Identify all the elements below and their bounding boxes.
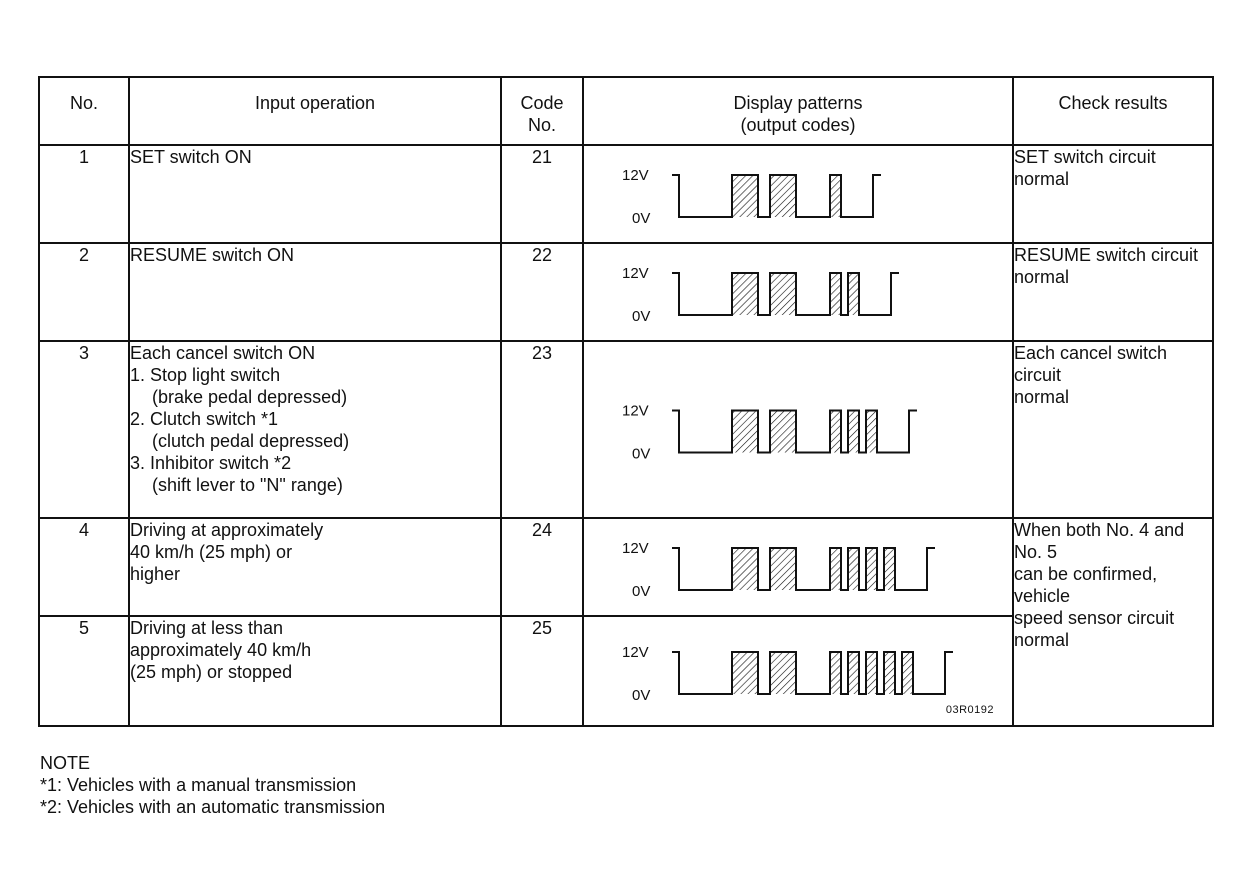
row-code: 22 — [501, 243, 583, 341]
row-code: 25 — [501, 616, 583, 726]
pulse-fill — [830, 652, 841, 694]
operation-line: higher — [130, 564, 181, 584]
header-row — [39, 77, 1213, 145]
operation-line: SET switch ON — [130, 147, 252, 167]
row-input-operation — [129, 145, 501, 243]
pulse-fill — [830, 548, 841, 590]
header-check-results: Check results — [1013, 77, 1213, 145]
pulse-fill — [770, 273, 796, 315]
pulse-fill — [848, 548, 859, 590]
header-input-operation: Input operation — [129, 77, 501, 145]
pulse-fill — [732, 411, 758, 453]
row-no: 4 — [39, 518, 129, 616]
operation-line: approximately 40 km/h — [130, 640, 312, 660]
header-code-no: Code No. — [501, 77, 583, 145]
row-no: 3 — [39, 341, 129, 518]
voltage-label-high: 12V — [622, 540, 649, 557]
row-check-result — [1013, 341, 1213, 518]
operation-line: Each cancel switch ON — [130, 343, 316, 363]
figure-id: 03R0192 — [945, 704, 994, 716]
result-line: normal — [1014, 387, 1070, 407]
operation-line: RESUME switch ON — [130, 245, 295, 265]
pulse-fill — [732, 175, 758, 217]
pulse-fill — [884, 652, 895, 694]
pulse-fill — [866, 652, 877, 694]
row-no: 5 — [39, 616, 129, 726]
row-code: 24 — [501, 518, 583, 616]
row-check-result — [1013, 243, 1213, 341]
pulse-fill — [732, 652, 758, 694]
pulse-fill — [732, 548, 758, 590]
operation-line: (clutch pedal depressed) — [152, 431, 350, 451]
pulse-fill — [848, 652, 859, 694]
diagnosis-table — [38, 76, 1214, 727]
row-no: 2 — [39, 243, 129, 341]
pulse-fill — [866, 548, 877, 590]
voltage-label-high: 12V — [622, 265, 649, 282]
signal-trace — [672, 548, 935, 590]
pulse-fill — [770, 652, 796, 694]
operation-line: 2. Clutch switch *1 — [130, 409, 279, 429]
result-line: speed sensor circuit normal — [1014, 608, 1175, 650]
result-line: Each cancel switch circuit — [1014, 343, 1168, 385]
note-block — [40, 752, 385, 818]
voltage-label-high: 12V — [622, 644, 649, 661]
output-code-waveform — [584, 244, 1014, 342]
row-code: 23 — [501, 341, 583, 518]
row-input-operation — [129, 341, 501, 518]
result-line: SET switch circuit normal — [1014, 147, 1156, 189]
pulse-fill — [830, 411, 841, 453]
operation-line: (25 mph) or stopped — [130, 662, 293, 682]
voltage-label-low: 0V — [632, 687, 651, 704]
header-no: No. — [39, 77, 129, 145]
header-display-patterns: Display patterns (output codes) — [583, 77, 1013, 145]
operation-line: (brake pedal depressed) — [152, 387, 348, 407]
row-display-pattern — [583, 518, 1013, 616]
table-row — [39, 243, 1213, 341]
note-line: *2: Vehicles with an automatic transmission — [40, 797, 386, 817]
diagnosis-table-wrap — [38, 76, 1212, 728]
table-row — [39, 341, 1213, 518]
note-line: *1: Vehicles with a manual transmission — [40, 775, 357, 795]
output-code-waveform — [584, 146, 1014, 244]
voltage-label-high: 12V — [622, 402, 649, 420]
pulse-fill — [902, 652, 913, 694]
result-line: normal — [1014, 267, 1070, 287]
pulse-fill — [830, 273, 841, 315]
pulse-fill — [848, 273, 859, 315]
row-check-result — [1013, 518, 1213, 726]
result-line: RESUME switch circuit — [1014, 245, 1199, 265]
note-title: NOTE — [40, 753, 91, 773]
operation-line: 3. Inhibitor switch *2 — [130, 453, 292, 473]
pulse-fill — [848, 411, 859, 453]
output-code-waveform — [584, 519, 1014, 617]
table-row — [39, 145, 1213, 243]
row-display-pattern — [583, 145, 1013, 243]
row-display-pattern — [583, 616, 1013, 726]
operation-line: 1. Stop light switch — [130, 365, 281, 385]
row-check-result — [1013, 145, 1213, 243]
operation-line: Driving at approximately — [130, 520, 324, 540]
pulse-fill — [770, 411, 796, 453]
pulse-fill — [830, 175, 841, 217]
operation-line: Driving at less than — [130, 618, 284, 638]
row-no: 1 — [39, 145, 129, 243]
voltage-label-low: 0V — [632, 583, 651, 600]
voltage-label-low: 0V — [632, 445, 651, 463]
pulse-fill — [770, 548, 796, 590]
row-display-pattern — [583, 243, 1013, 341]
output-code-waveform — [584, 342, 1014, 519]
row-input-operation — [129, 243, 501, 341]
pulse-fill — [884, 548, 895, 590]
row-input-operation — [129, 616, 501, 726]
operation-line: (shift lever to "N" range) — [152, 475, 343, 495]
pulse-fill — [770, 175, 796, 217]
row-input-operation — [129, 518, 501, 616]
voltage-label-low: 0V — [632, 308, 651, 325]
result-line: can be confirmed, vehicle — [1014, 564, 1158, 606]
operation-line: 40 km/h (25 mph) or — [130, 542, 293, 562]
pulse-fill — [866, 411, 877, 453]
pulse-fill — [732, 273, 758, 315]
row-display-pattern — [583, 341, 1013, 518]
table-row — [39, 518, 1213, 616]
result-line: When both No. 4 and No. 5 — [1014, 520, 1185, 562]
voltage-label-low: 0V — [632, 210, 651, 227]
row-code: 21 — [501, 145, 583, 243]
voltage-label-high: 12V — [622, 167, 649, 184]
